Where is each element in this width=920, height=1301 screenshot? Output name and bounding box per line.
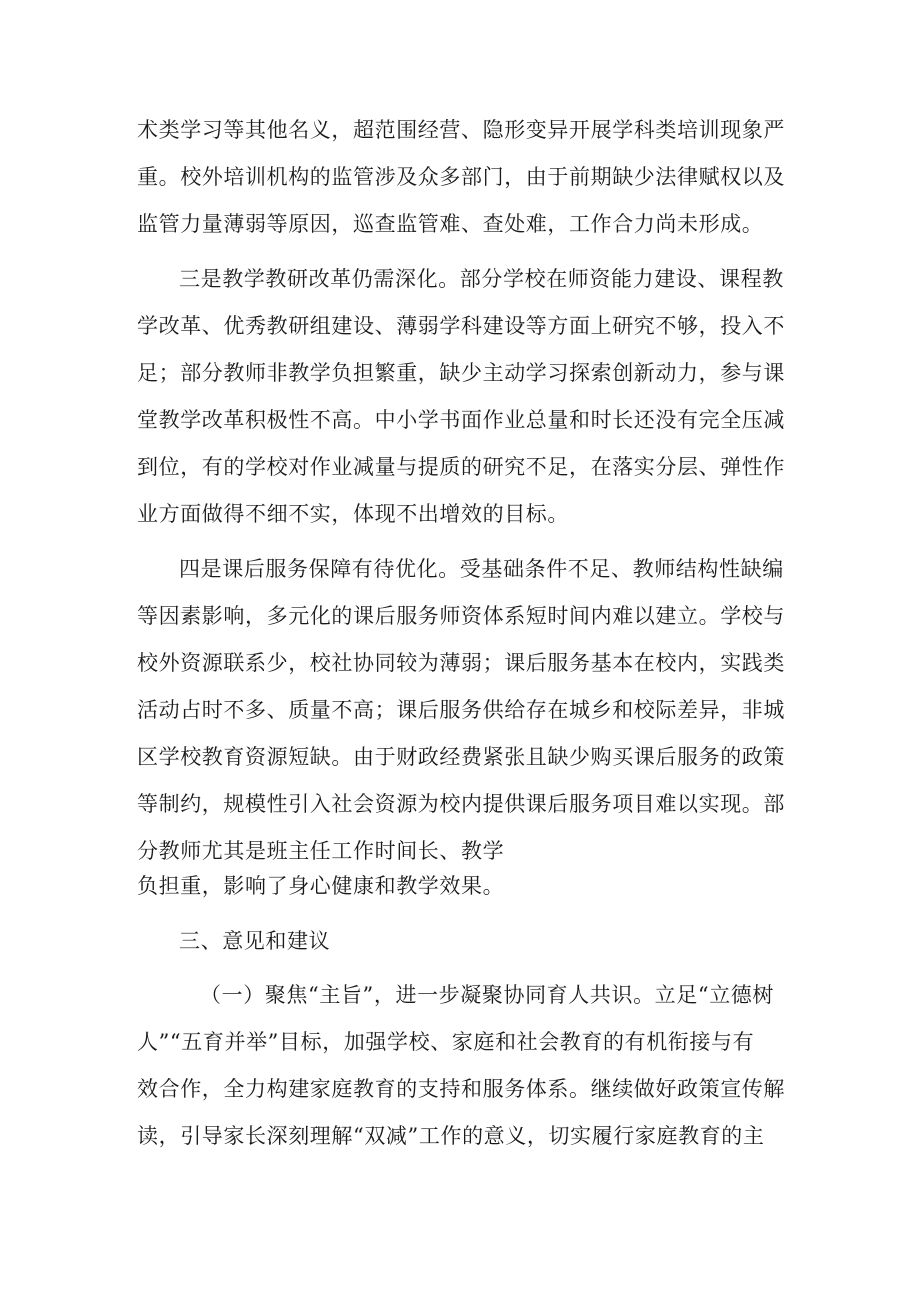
paragraph-line: 四是课后服务保障有待优化。受基础条件不足、教师结构性缺编 <box>179 557 784 581</box>
paragraph-line: 堂教学改革积极性不高。中小学书面作业总量和时长还没有完全压减 <box>137 408 785 432</box>
paragraph-line: 术类学习等其他名义，超范围经营、隐形变异开展学科类培训现象严 <box>137 118 785 142</box>
paragraph-line: 读，引导家长深刻理解“双减”工作的意义，切实履行家庭教育的主 <box>137 1124 765 1148</box>
paragraph-line: 人”“五育并举”目标，加强学校、家庭和社会教育的有机衔接与有 <box>137 1030 755 1054</box>
paragraph-line: 学改革、优秀教研组建设、薄弱学科建设等方面上研究不够，投入不 <box>137 314 785 338</box>
paragraph-line: 监管力量薄弱等原因，巡查监管难、查处难，工作合力尚未形成。 <box>137 212 764 236</box>
paragraph-line: 分教师尤其是班主任工作时间长、教学 <box>137 839 505 863</box>
paragraph-line: 三是教学教研改革仍需深化。部分学校在师资能力建设、课程教 <box>179 267 784 291</box>
paragraph-line: 负担重，影响了身心健康和教学效果。 <box>137 874 505 898</box>
paragraph-line: 等制约，规模性引入社会资源为校内提供课后服务项目难以实现。部 <box>137 792 785 816</box>
section-heading: 三、意见和建议 <box>179 929 331 953</box>
paragraph-line: 业方面做得不细不实，体现不出增效的目标。 <box>137 502 569 526</box>
paragraph-line: 重。校外培训机构的监管涉及众多部门，由于前期缺少法律赋权以及 <box>137 165 785 189</box>
paragraph-line: 到位，有的学校对作业减量与提质的研究不足，在落实分层、弹性作 <box>137 455 785 479</box>
paragraph-line: 校外资源联系少，校社协同较为薄弱；课后服务基本在校内，实践类 <box>137 651 785 675</box>
paragraph-line: 等因素影响，多元化的课后服务师资体系短时间内难以建立。学校与 <box>137 604 785 628</box>
paragraph-line: 效合作，全力构建家庭教育的支持和服务体系。继续做好政策宣传解 <box>137 1077 785 1101</box>
paragraph-line: （一）聚焦“主旨”，进一步凝聚协同育人共识。立足“立德树 <box>200 983 775 1007</box>
paragraph-line: 区学校教育资源短缺。由于财政经费紧张且缺少购买课后服务的政策 <box>137 745 785 769</box>
paragraph-line: 活动占时不多、质量不高；课后服务供给存在城乡和校际差异，非城 <box>137 698 785 722</box>
paragraph-line: 足；部分教师非教学负担繁重，缺少主动学习探索创新动力，参与课 <box>137 361 785 385</box>
